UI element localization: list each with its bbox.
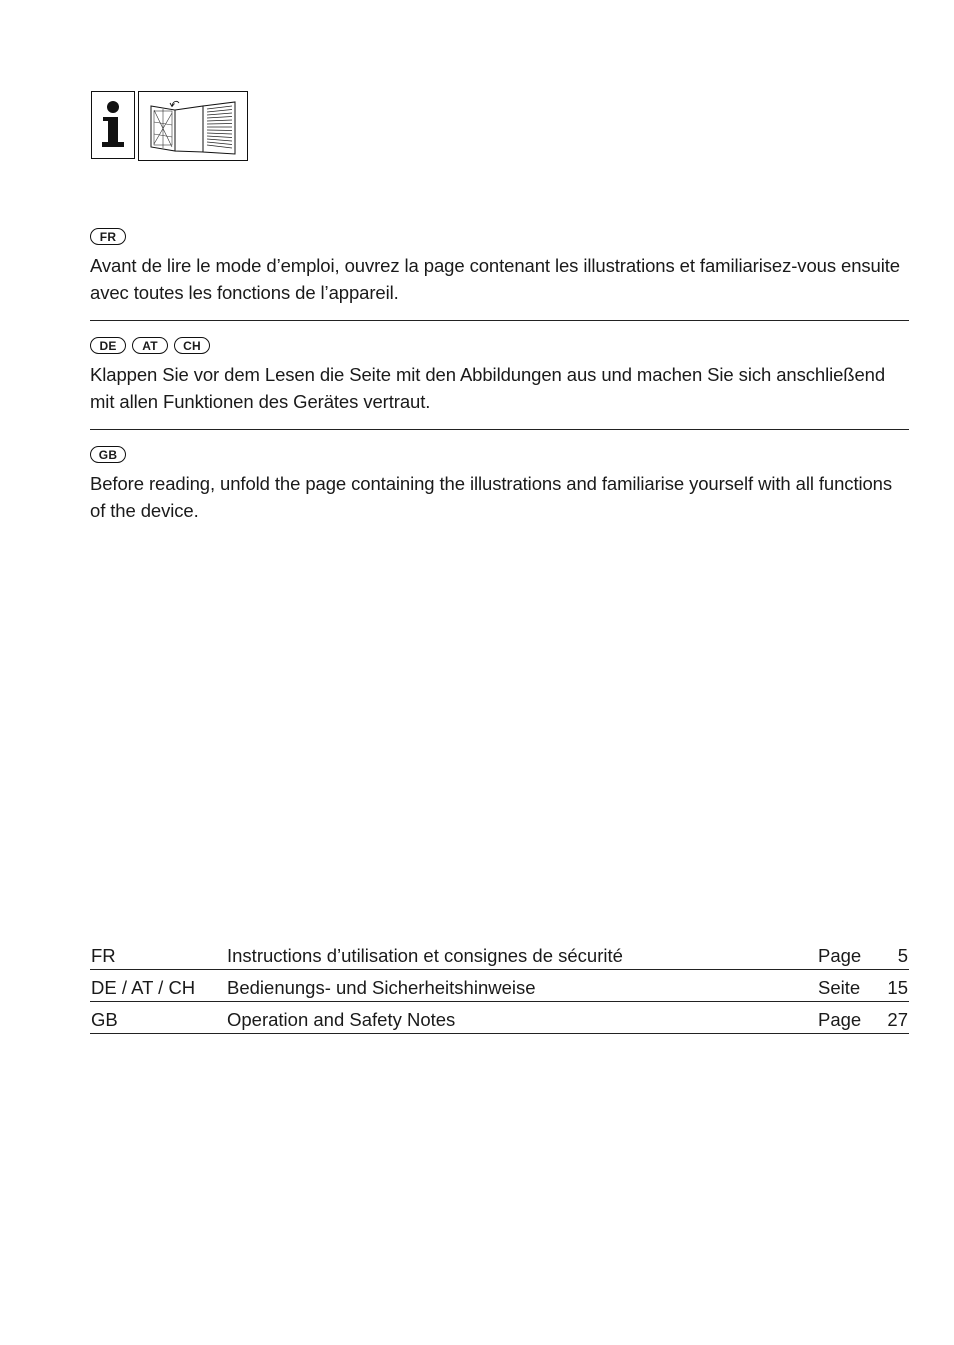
divider (90, 320, 909, 321)
toc-language: FR (91, 945, 116, 966)
table-of-contents (90, 938, 909, 1034)
toc-language: GB (91, 1009, 118, 1030)
section-text: Avant de lire le mode d’emploi, ouvrez la page contenant les illustrations et familiarisez-vous ensuite avec toutes les fonctions de l’appareil. (90, 255, 900, 303)
section-de-at-ch (90, 335, 910, 415)
language-badges (90, 444, 910, 464)
language-badge: GB (90, 446, 126, 463)
divider (90, 429, 909, 430)
language-badge: FR (90, 228, 126, 245)
section-gb (90, 444, 910, 524)
toc-title: Instructions d’utilisation et consignes de sécurité (227, 945, 623, 966)
language-badge: AT (132, 337, 168, 354)
section-text: Before reading, unfold the page containing the illustrations and familiarise yourself with all functions of the device. (90, 473, 893, 521)
language-badges (90, 226, 910, 246)
toc-page-number: 15 (887, 977, 908, 998)
toc-row[interactable] (90, 970, 909, 1002)
toc-page-number: 27 (887, 1009, 908, 1030)
toc-page-label: Page (818, 945, 862, 966)
info-icon (91, 91, 135, 159)
toc-language: DE / AT / CH (91, 977, 196, 998)
toc-row[interactable] (90, 1002, 909, 1034)
language-badge: DE (90, 337, 126, 354)
toc-page-label: Seite (818, 977, 861, 998)
language-badge: CH (174, 337, 210, 354)
section-text: Klappen Sie vor dem Lesen die Seite mit den Abbildungen aus und machen Sie sich anschließend mit allen Funktionen des Gerätes vertraut. (90, 364, 886, 412)
toc-title: Operation and Safety Notes (227, 1009, 456, 1030)
toc-title: Bedienungs- und Sicherheitshinweise (227, 977, 536, 998)
language-badges (90, 335, 910, 355)
section-fr (90, 226, 910, 306)
toc-page-label: Page (818, 1009, 862, 1030)
fold-out-pages-icon (138, 91, 248, 161)
toc-page-number: 5 (897, 945, 908, 966)
toc-row[interactable] (90, 938, 909, 970)
